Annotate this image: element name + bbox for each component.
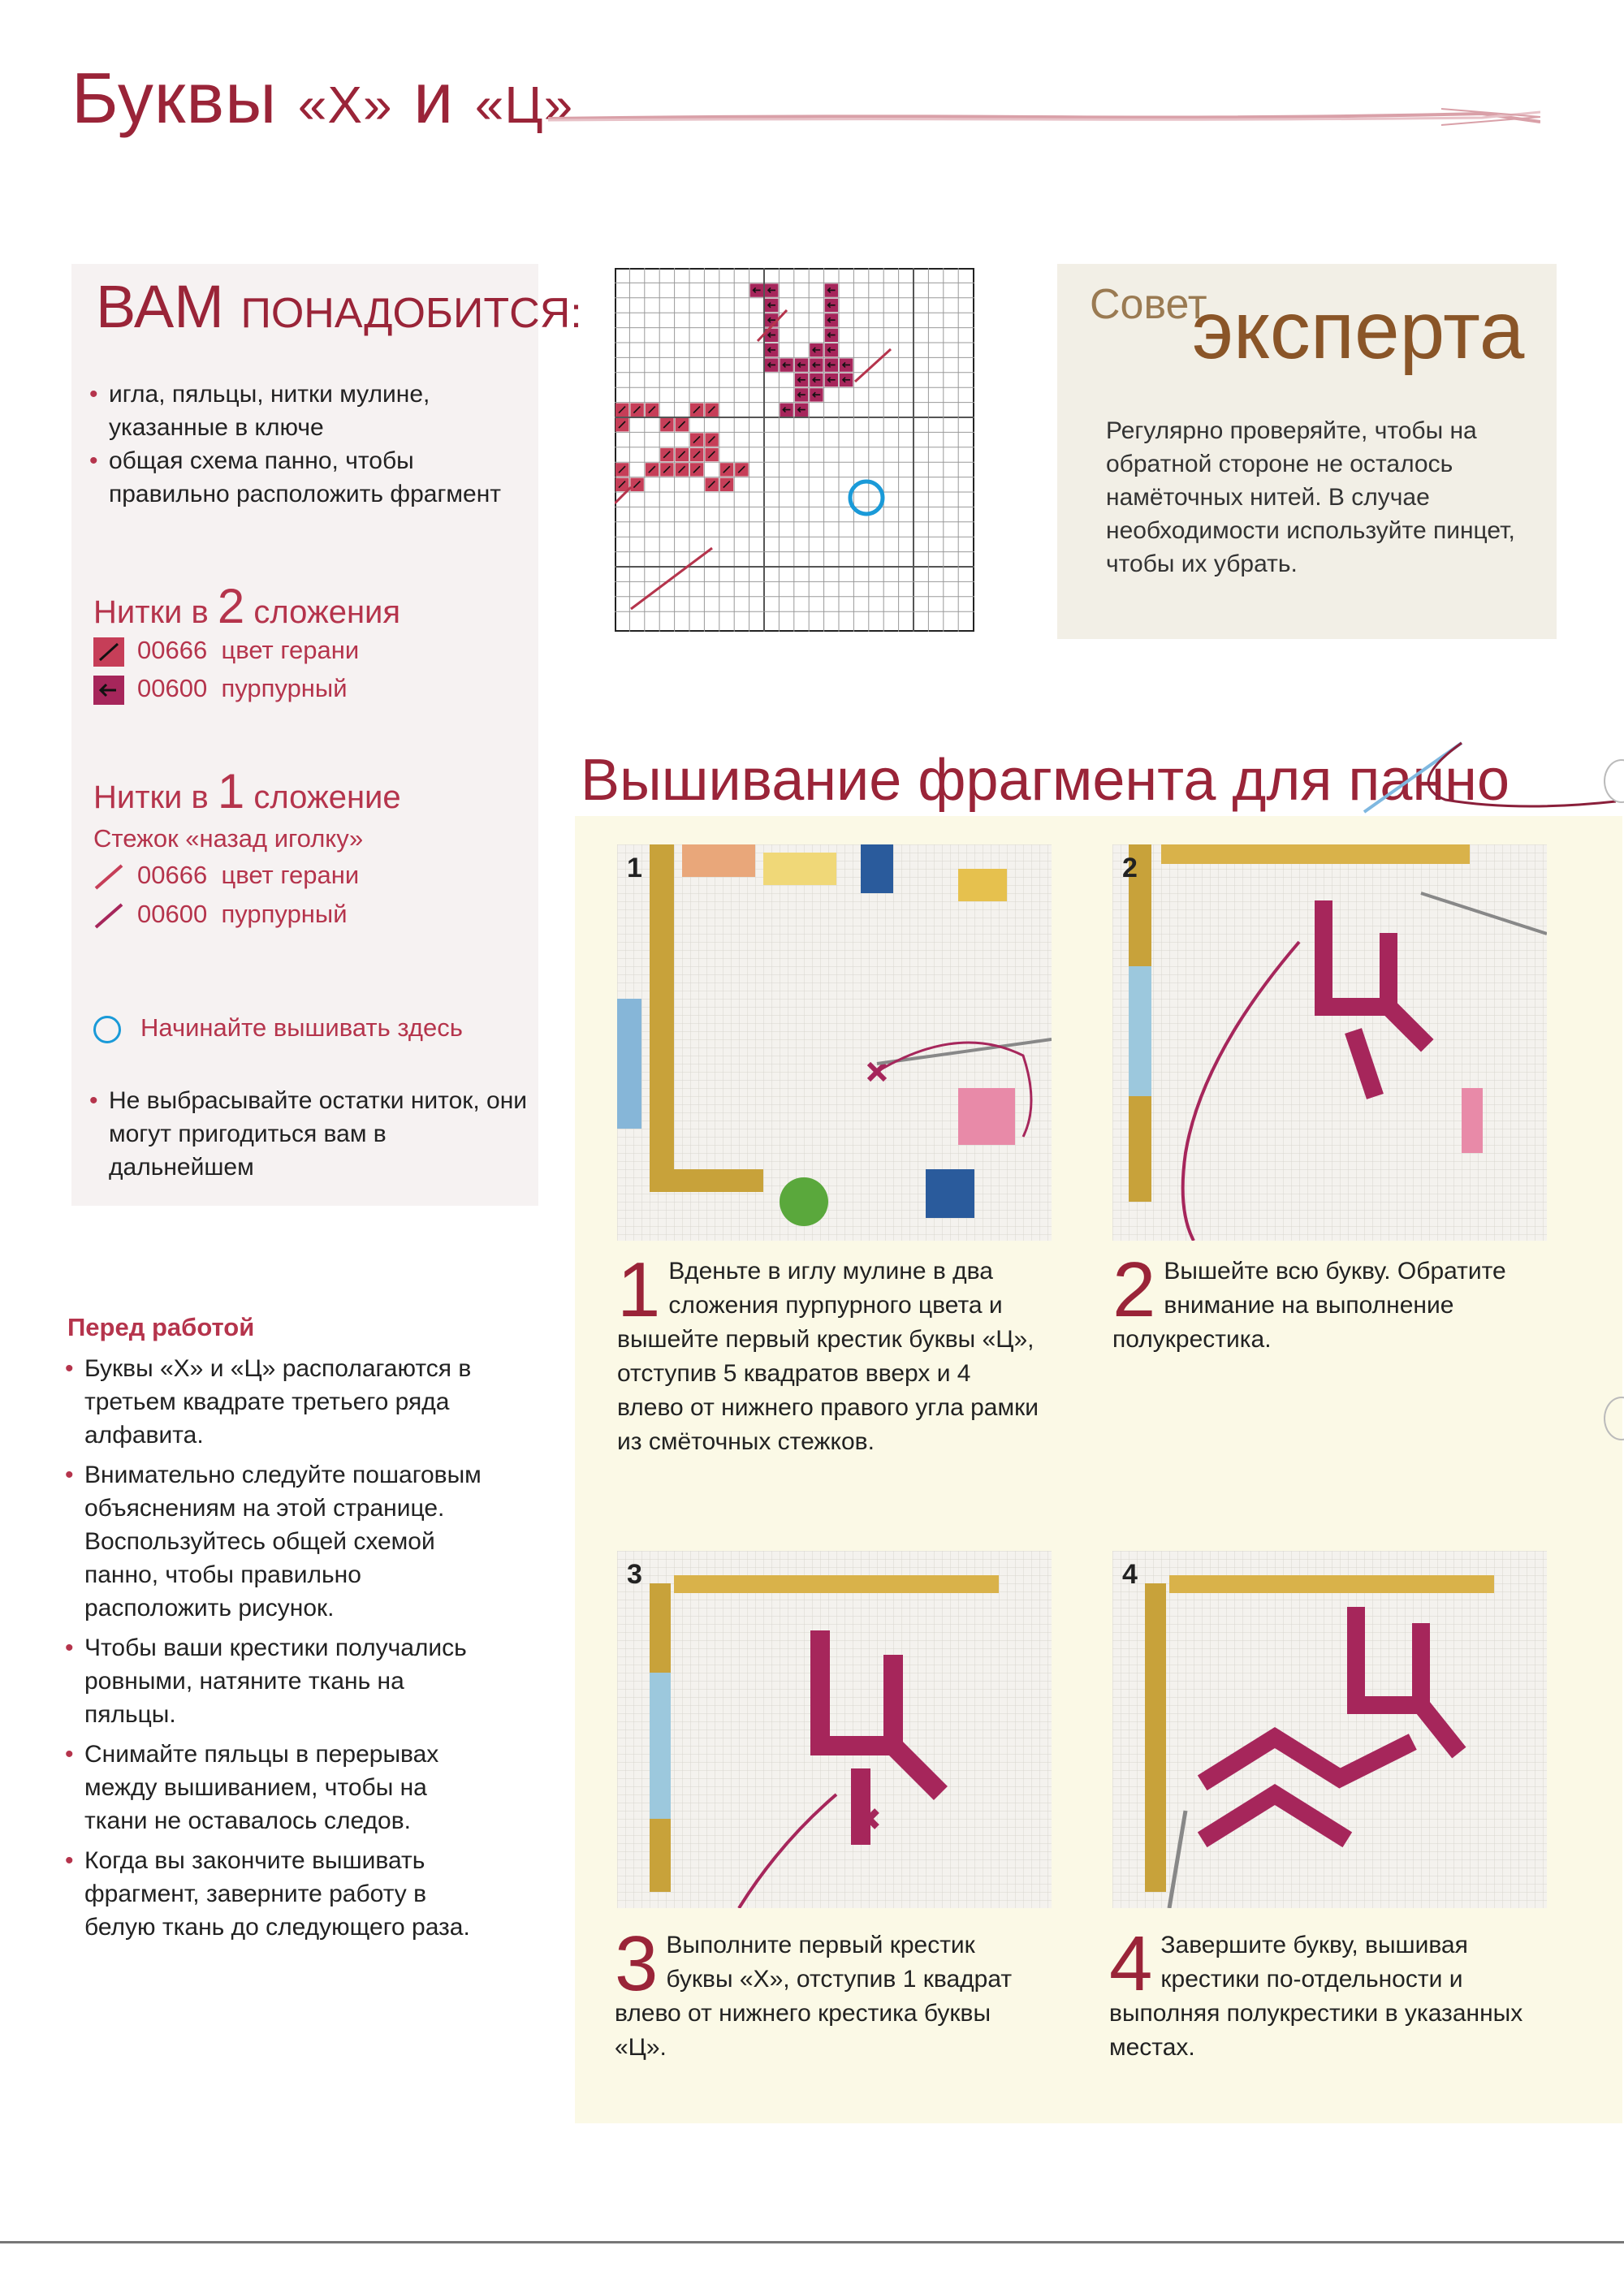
page-title: Буквы «Х» и «Ц» xyxy=(71,58,574,138)
list-item: • Внимательно следуйте пошаговым объяснениям на этой странице. Воспользуйтесь общей схемой панно, чтобы правильно расположить рисунок. xyxy=(65,1458,487,1625)
step-2-text: 2 Вышейте всю букву. Обратите внимание на выполнение полукрестика. xyxy=(1112,1246,1506,1353)
list-item: • Когда вы закончите вышивать фрагмент, заверните работу в белую ткань до следующего раза. xyxy=(65,1844,487,1944)
keep-threads-note xyxy=(89,1084,528,1184)
list-item: • Чтобы ваши крестики получались ровными, натяните ткань на пяльцы. xyxy=(65,1631,487,1731)
cross-stitch-chart xyxy=(615,268,974,632)
list-item: • Не выбрасывайте остатки ниток, они могут пригодиться вам в дальнейшем xyxy=(89,1084,528,1184)
purple-swatch-icon xyxy=(93,676,124,705)
expert-tip-label: Совет xyxy=(1090,281,1207,328)
start-circle-icon xyxy=(93,1016,121,1043)
step-4-text: 4 Завершите букву, вышивая крестики по-отдельности и выполняя полукрестики в указанных местах. xyxy=(1109,1920,1523,2061)
step-2-photo: 2 xyxy=(1112,844,1547,1241)
key-row-purple: 00600 пурпурный xyxy=(93,674,348,706)
thread-decoration xyxy=(548,106,1540,128)
geranium-swatch-icon xyxy=(93,637,124,667)
step-3-photo: 3 xyxy=(617,1551,1052,1908)
backstitch-line-icon xyxy=(93,901,124,931)
list-item: • общая схема панно, чтобы правильно расположить фрагмент xyxy=(89,444,528,511)
list-item: • Буквы «Х» и «Ц» располагаются в третьем квадрате третьего ряда алфавита. xyxy=(65,1352,487,1452)
needed-heading: ВАМ ПОНАДОБИТСЯ: xyxy=(96,273,582,340)
list-item: • Снимайте пяльцы в перерывах между вышиванием, чтобы на ткани не оставалось следов. xyxy=(65,1738,487,1837)
threads-one-heading: Нитки в 1 сложение xyxy=(93,764,401,818)
expert-tip-title: эксперта xyxy=(1192,285,1525,376)
key-row-geranium: 00666 цвет герани xyxy=(93,636,359,668)
before-work-title: Перед работой xyxy=(67,1313,255,1341)
start-here-note: Начинайте вышивать здесь xyxy=(93,1013,463,1043)
backstitch-row-purple: 00600 пурпурный xyxy=(93,900,348,932)
list-item: • игла, пяльцы, нитки мулине, указанные в ключе xyxy=(89,378,528,444)
page-bottom-rule xyxy=(0,2241,1624,2243)
needed-list xyxy=(89,378,528,511)
embroidery-heading: Вышивание фрагмента для панно xyxy=(581,748,1510,813)
step-3-text: 3 Выполните первый крестик буквы «Х», отступив 1 квадрат влево от нижнего крестика буквы «Ц». xyxy=(615,1920,1013,2061)
backstitch-line-icon xyxy=(93,862,124,892)
step-1-photo: 1 xyxy=(617,844,1052,1241)
step-4-photo: 4 xyxy=(1112,1551,1547,1908)
step-1-text: 1 Вденьте в иглу мулине в два сложения пурпурного цвета и вышейте первый крестик буквы «Ц», отступив 5 квадратов вверх и 4 влево от нижнего правого угла рамки из смёточных стежков. xyxy=(617,1246,1039,1455)
threads-two-heading: Нитки в 2 сложения xyxy=(93,579,401,633)
needle-thread-icon xyxy=(1356,735,1616,816)
before-work-list xyxy=(65,1352,487,1950)
backstitch-row-geranium: 00666 цвет герани xyxy=(93,861,359,893)
backstitch-label: Стежок «назад иголку» xyxy=(93,824,364,853)
expert-tip-text: Регулярно проверяйте, чтобы на обратной стороне не осталось намёточных нитей. В случае необходимости используйте пинцет, чтобы их убрать. xyxy=(1106,417,1515,577)
